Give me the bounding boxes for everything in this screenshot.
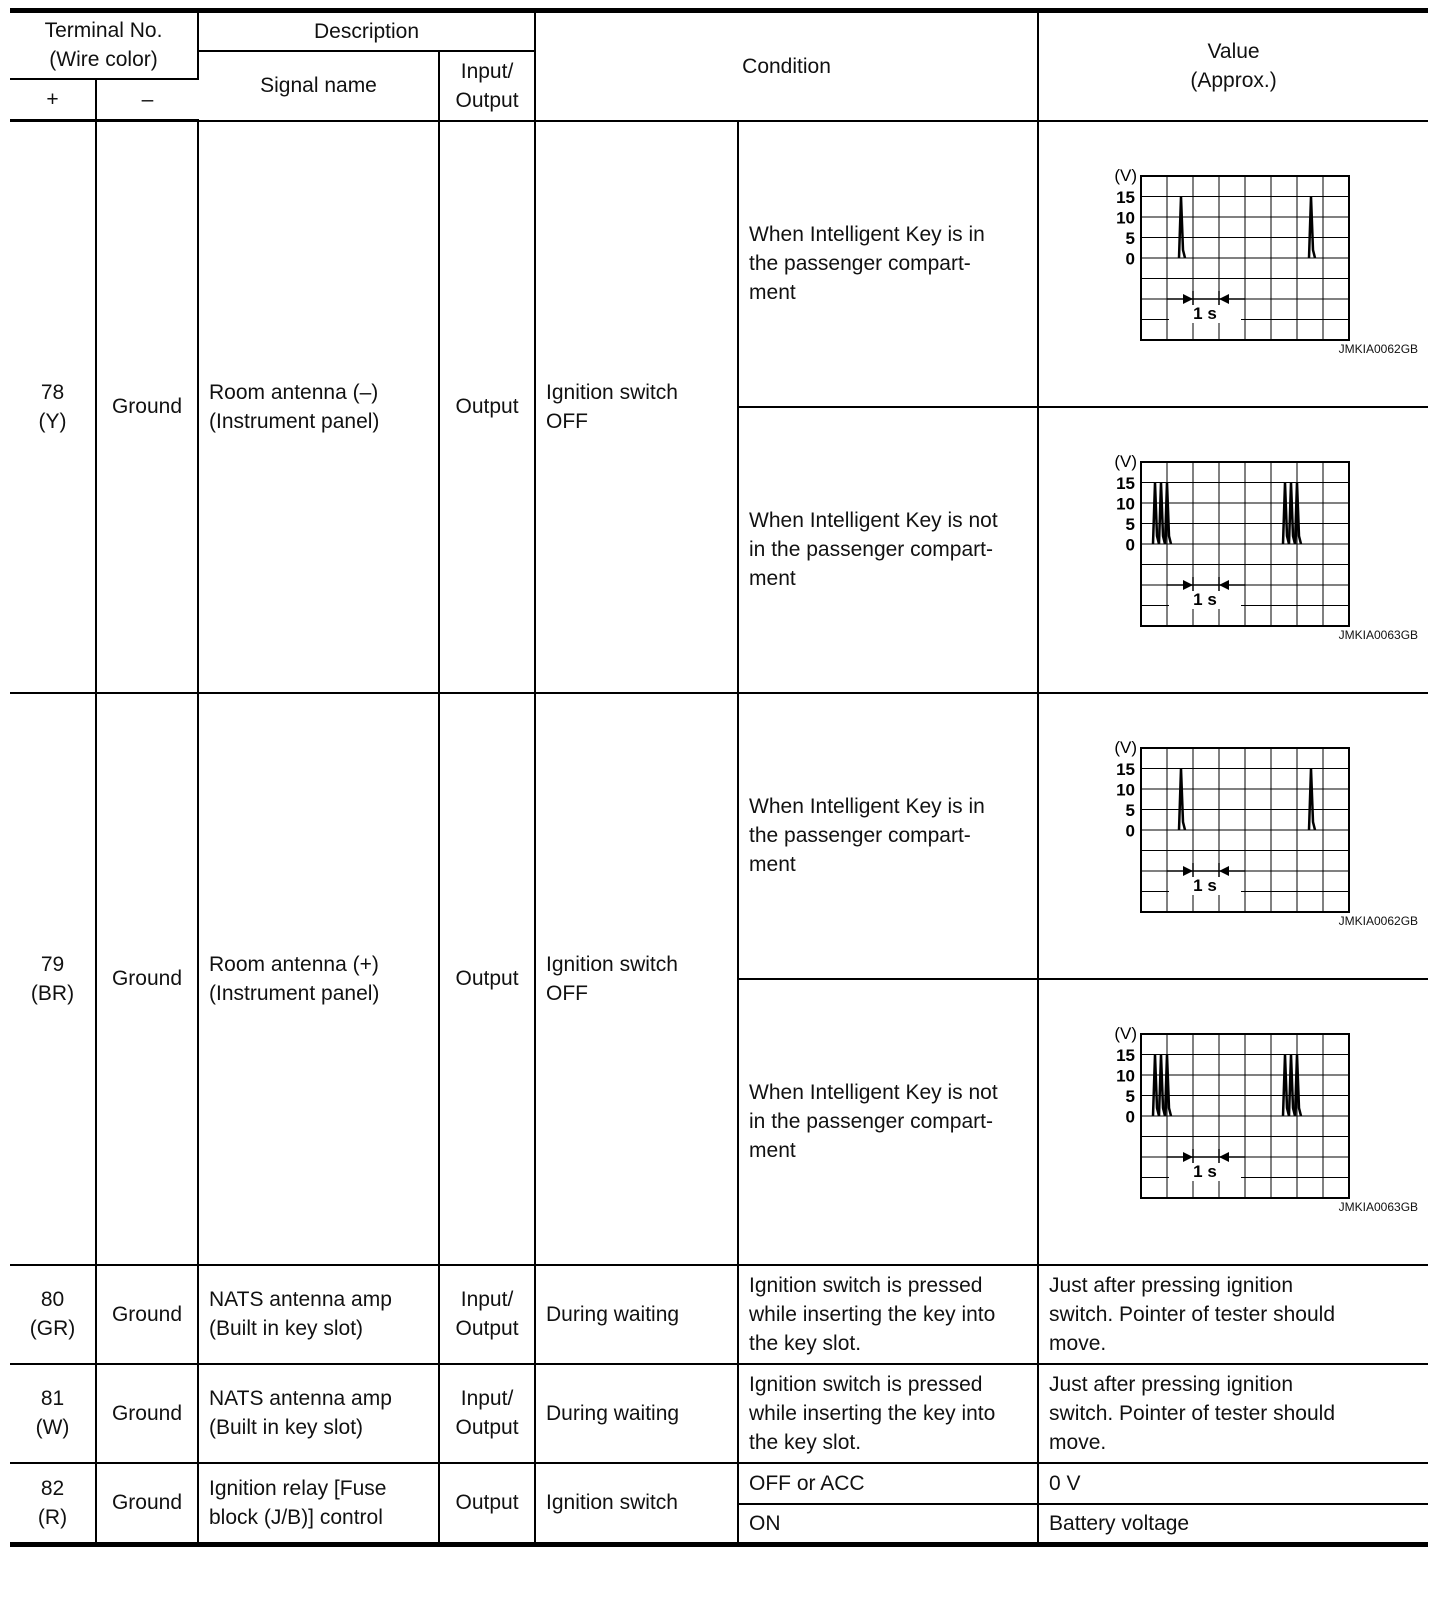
waveform-pulse [1309, 768, 1315, 830]
sub-condition: Ignition switch is pressed while inserting the key into the key slot. [738, 1265, 1038, 1364]
y-axis-unit: (V) [1114, 451, 1138, 471]
signal-name: Ignition relay [Fuse block (J/B)] control [198, 1463, 439, 1545]
table-row [10, 693, 1428, 979]
condition: During waiting [535, 1364, 738, 1463]
y-axis-unit: (V) [1114, 737, 1138, 757]
input-output: Output [439, 693, 535, 1265]
terminal-minus: Ground [96, 1265, 198, 1364]
y-tick-label: 15 [1116, 473, 1136, 493]
condition: Ignition switch [535, 1463, 738, 1545]
y-axis-unit: (V) [1114, 165, 1138, 185]
time-arrow-head-left [1183, 1152, 1193, 1162]
y-tick-label: 10 [1116, 494, 1136, 513]
header-value: Value (Approx.) [1038, 11, 1428, 121]
header-description: Description [198, 11, 535, 51]
terminal-number: 80 (GR) [10, 1265, 96, 1364]
time-arrow-head-right [1219, 866, 1229, 876]
sub-condition: Ignition switch is pressed while inserting the key into the key slot. [738, 1364, 1038, 1463]
time-arrow-head-left [1183, 580, 1193, 590]
input-output: Input/ Output [439, 1265, 535, 1364]
terminal-number: 82 (R) [10, 1463, 96, 1545]
input-output: Output [439, 1463, 535, 1545]
sub-condition: OFF or ACC [738, 1463, 1038, 1504]
time-label: 1 s [1193, 1161, 1217, 1181]
time-label: 1 s [1193, 303, 1217, 323]
waveform-pulse [1309, 196, 1315, 258]
waveform-cell [1038, 979, 1428, 1265]
time-arrow-head-right [1219, 1152, 1229, 1162]
header-condition: Condition [535, 11, 1038, 121]
signal-name: NATS antenna amp (Built in key slot) [198, 1265, 439, 1364]
y-tick-label: 0 [1125, 821, 1136, 840]
header-signal-name: Signal name [198, 51, 439, 121]
y-tick-label: 15 [1116, 187, 1136, 207]
y-tick-label: 15 [1116, 1045, 1136, 1065]
table-row [10, 1463, 1428, 1504]
terminal-number: 79 (BR) [10, 693, 96, 1265]
value: Just after pressing ignition switch. Pointer of tester should move. [1038, 1265, 1428, 1364]
waveform-pulse [1295, 482, 1301, 544]
table-row [10, 121, 1428, 407]
figure-reference-code: JMKIA0063GB [1338, 627, 1419, 642]
y-tick-label: 5 [1125, 800, 1136, 820]
signal-name: NATS antenna amp (Built in key slot) [198, 1364, 439, 1463]
figure-reference-code: JMKIA0062GB [1338, 913, 1419, 928]
y-tick-label: 5 [1125, 1086, 1136, 1106]
sub-condition: When Intelligent Key is not in the passenger compart- ment [738, 979, 1038, 1265]
y-tick-label: 0 [1125, 1107, 1136, 1126]
waveform-cell [1038, 121, 1428, 407]
y-tick-label: 0 [1125, 249, 1136, 268]
time-label: 1 s [1193, 589, 1217, 609]
condition: Ignition switch OFF [535, 121, 738, 693]
terminal-minus: Ground [96, 121, 198, 693]
y-tick-label: 5 [1125, 228, 1136, 248]
input-output: Output [439, 121, 535, 693]
value: Battery voltage [1038, 1504, 1428, 1545]
sub-condition: When Intelligent Key is not in the passenger compart- ment [738, 407, 1038, 693]
header-input-output: Input/ Output [439, 51, 535, 121]
header-terminal: Terminal No. (Wire color) [10, 11, 198, 79]
terminal-number: 81 (W) [10, 1364, 96, 1463]
time-label: 1 s [1193, 875, 1217, 895]
waveform-pulse [1179, 768, 1185, 830]
terminal-table [10, 8, 1428, 1547]
sub-condition: When Intelligent Key is in the passenger compart- ment [738, 693, 1038, 979]
waveform-cell [1038, 407, 1428, 693]
time-arrow-head-right [1219, 294, 1229, 304]
sub-condition: ON [738, 1504, 1038, 1545]
condition: Ignition switch OFF [535, 693, 738, 1265]
waveform-pulse [1179, 196, 1185, 258]
y-axis-unit: (V) [1114, 1023, 1138, 1043]
figure-reference-code: JMKIA0063GB [1338, 1199, 1419, 1214]
signal-name: Room antenna (–) (Instrument panel) [198, 121, 439, 693]
y-tick-label: 10 [1116, 1066, 1136, 1085]
y-tick-label: 10 [1116, 780, 1136, 799]
terminal-number: 78 (Y) [10, 121, 96, 693]
y-tick-label: 10 [1116, 208, 1136, 227]
time-arrow-head-left [1183, 866, 1193, 876]
signal-name: Room antenna (+) (Instrument panel) [198, 693, 439, 1265]
table-row [10, 1364, 1428, 1463]
waveform-pulse [1165, 482, 1171, 544]
figure-reference-code: JMKIA0062GB [1338, 341, 1419, 356]
value: 0 V [1038, 1463, 1428, 1504]
table-row [10, 1265, 1428, 1364]
input-output: Input/ Output [439, 1364, 535, 1463]
terminal-minus: Ground [96, 1463, 198, 1545]
time-arrow-head-left [1183, 294, 1193, 304]
y-tick-label: 15 [1116, 759, 1136, 779]
y-tick-label: 0 [1125, 535, 1136, 554]
terminal-minus: Ground [96, 1364, 198, 1463]
time-arrow-head-right [1219, 580, 1229, 590]
waveform-pulse [1165, 1054, 1171, 1116]
header-minus: – [96, 79, 198, 121]
value: Just after pressing ignition switch. Pointer of tester should move. [1038, 1364, 1428, 1463]
terminal-table-sheet [10, 8, 1428, 1547]
terminal-minus: Ground [96, 693, 198, 1265]
sub-condition: When Intelligent Key is in the passenger compart- ment [738, 121, 1038, 407]
waveform-pulse [1295, 1054, 1301, 1116]
condition: During waiting [535, 1265, 738, 1364]
header-plus: + [10, 79, 96, 121]
waveform-cell [1038, 693, 1428, 979]
y-tick-label: 5 [1125, 514, 1136, 534]
